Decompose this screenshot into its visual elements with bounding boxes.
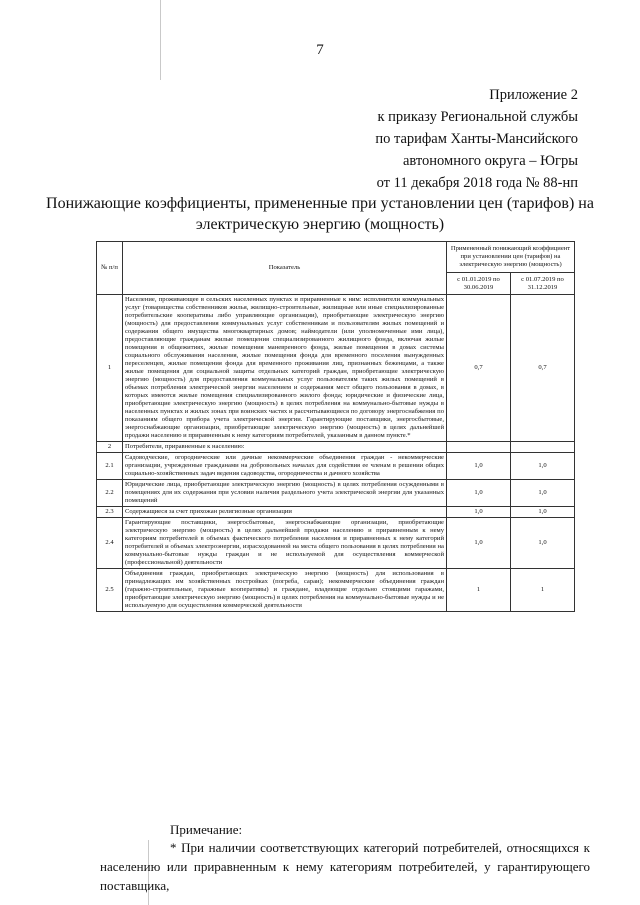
row-value-1: 1 xyxy=(447,569,511,612)
row-num: 2.3 xyxy=(97,507,123,518)
appendix-line: Приложение 2 xyxy=(489,87,578,103)
table-header-row xyxy=(97,242,575,273)
note-title: Примечание: xyxy=(170,822,243,837)
table-row xyxy=(97,295,575,442)
table-row xyxy=(97,480,575,507)
appendix-block xyxy=(375,84,578,194)
row-value-1: 0,7 xyxy=(447,295,511,442)
row-num: 2.5 xyxy=(97,569,123,612)
row-text: Объединения граждан, приобретающих электрическую энергию (мощность) для использования в принадлежащих им хозяйственных постройках (погреба, сараи); некоммерческие объединения граждан (гаражно-строительные, гаражные кооперативы) и граждане, владеющие отдельно стоящими гаражами, приобретающие электрическую энергию (мощность) в целях потребления на коммунально-бытовые нужды и не используемую для осуществления коммерческой деятельности xyxy=(123,569,447,612)
document-title: Понижающие коэффициенты, примененные при установлении цен (тарифов) на электрическую энергию (мощность) xyxy=(46,195,594,233)
row-value-2: 1 xyxy=(511,569,575,612)
row-value-1 xyxy=(447,442,511,453)
row-text: Юридические лица, приобретающие электрическую энергию (мощность) в целях потребления осужденными в помещениях для их содержания при условии наличия раздельного учета электрической энергии для указанных помещений xyxy=(123,480,447,507)
row-value-2 xyxy=(511,442,575,453)
row-text: Садоводческие, огороднические или дачные некоммерческие объединения граждан - некоммерческие организации, учрежденные гражданами на добровольных началах для содействия ее членам в решении общих социально-хозяйственных задач ведения садоводства, огородничества и дачного хозяйства xyxy=(123,453,447,480)
row-value-2: 1,0 xyxy=(511,507,575,518)
header-num: № п/п xyxy=(97,242,123,295)
page-number: 7 xyxy=(316,42,324,58)
table-row xyxy=(97,569,575,612)
appendix-line: автономного округа – Югры xyxy=(402,153,578,169)
row-num: 2.4 xyxy=(97,518,123,569)
appendix-line: от 11 декабря 2018 года № 88-нп xyxy=(376,175,578,191)
row-num: 2 xyxy=(97,442,123,453)
row-num: 2.2 xyxy=(97,480,123,507)
header-coef-group: Примененный понижающий коэффициент при установлении цен (тарифов) на электрическую энергию (мощность) xyxy=(447,242,575,273)
appendix-line: по тарифам Ханты-Мансийского xyxy=(375,131,578,147)
table-row xyxy=(97,507,575,518)
table-row xyxy=(97,453,575,480)
scan-artifact-line xyxy=(160,0,161,80)
header-period-1: с 01.01.2019 по 30.06.2019 xyxy=(447,273,511,295)
row-text: Население, проживающее в сельских населенных пунктах и приравненные к ним: исполнители коммунальных услуг (товарищества собственников жилья, жилищно-строительные, жилищные или иные специализированные потребительские кооперативы либо управляющие организации), приобретающие электрическую энергию (мощность) для предоставления коммунальных услуг собственникам и пользователям жилых помещений и содержания общего имущества многоквартирных домов; наймодатели (или уполномоченные ими лица), предоставляющие гражданам жилые помещения специализированного жилищного фонда, включая жилые помещения в общежитиях, жилые помещения маневренного фонда, жилые помещения в домах системы социального обслуживания населения, жилые помещения фонда для временного поселения вынужденных переселенцев, жилые помещения фонда для временного проживания лиц, признанных беженцами, а также жилые помещения для социальной защиты отдельных категорий граждан, приобретающие электрическую энергию (мощность) для предоставления коммунальных услуг пользователям таких жилых помещений в объемах потребления электрической энергии населением и содержания мест общего пользования в домах, в которых имеются жилые помещения специализированного жилого фонда; юридические и физические лица, приобретающие электрическую энергию (мощность) в целях потребления на коммунально-бытовые нужды в населенных пунктах и жилых зонах при воинских частях и рассчитывающиеся по договору энергоснабжения по показаниям общего прибора учета электрической энергии. Гарантирующие поставщики, энергосбытовые, энергоснабжающие организации, приобретающие электрическую энергию (мощность) в целях дальнейшей продажи населению и приравненным к нему категориям потребителей, указанным в данном пункте.* xyxy=(123,295,447,442)
row-text: Содержащиеся за счет прихожан религиозные организации xyxy=(123,507,447,518)
row-value-1: 1,0 xyxy=(447,518,511,569)
note-text: * При наличии соответствующих категорий потребителей, относящихся к населению или приравненным к нему категориям потребителей, у гарантирующего поставщика, xyxy=(100,840,590,893)
row-value-2: 1,0 xyxy=(511,453,575,480)
row-value-2: 1,0 xyxy=(511,480,575,507)
appendix-line: к приказу Региональной службы xyxy=(377,109,578,125)
coefficients-table xyxy=(96,241,575,612)
row-num: 2.1 xyxy=(97,453,123,480)
table-row xyxy=(97,518,575,569)
header-period-2: с 01.07.2019 по 31.12.2019 xyxy=(511,273,575,295)
row-num: 1 xyxy=(97,295,123,442)
row-value-1: 1,0 xyxy=(447,453,511,480)
row-value-2: 0,7 xyxy=(511,295,575,442)
row-value-1: 1,0 xyxy=(447,480,511,507)
row-text: Потребители, приравненные к населению: xyxy=(123,442,447,453)
row-value-2: 1,0 xyxy=(511,518,575,569)
row-text: Гарантирующие поставщики, энергосбытовые, энергоснабжающие организации, приобретающие электрическую энергию (мощность) в целях дальнейшей продажи населению и приравненным к нему категориям потребителей в объемах фактического потребления населения и приравненных к нему категорий потребителей и объемах электроэнергии, израсходованной на места общего пользования в целях потребления на коммунально-бытовые нужды граждан и не используемой для осуществления коммерческой (профессиональной) деятельности xyxy=(123,518,447,569)
table-row xyxy=(97,442,575,453)
row-value-1: 1,0 xyxy=(447,507,511,518)
header-indicator: Показатель xyxy=(123,242,447,295)
